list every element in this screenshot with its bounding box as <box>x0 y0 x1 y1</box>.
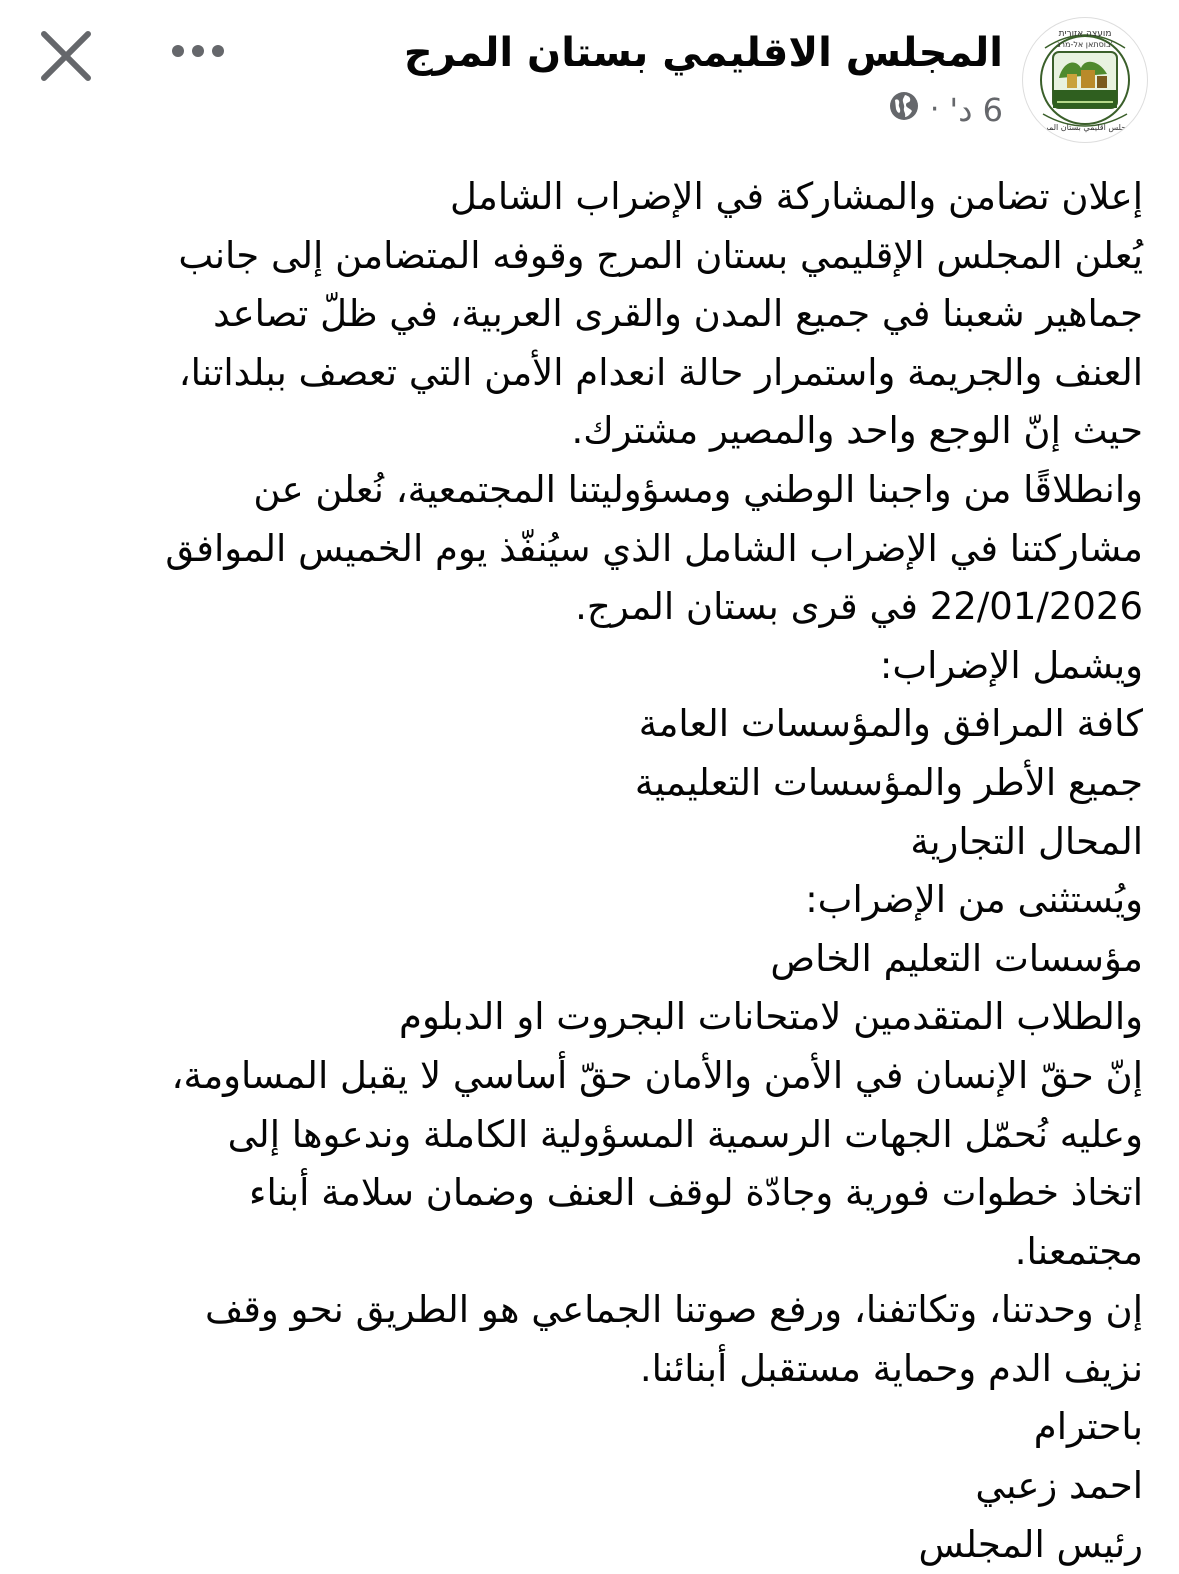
post-line: 22/01/2026 في قرى بستان المرج. <box>575 585 1143 629</box>
post-line: اتخاذ خطوات فورية وجادّة لوقف العنف وضمان سلامة أبناء <box>249 1171 1143 1215</box>
more-dots-icon <box>170 43 226 59</box>
post-line: نزيف الدم وحماية مستقبل أبنائنا. <box>639 1346 1143 1390</box>
avatar-sub-text: בוסתאן אל-מרג' <box>1057 40 1113 49</box>
post-line: ويشمل الإضراب: <box>879 643 1143 687</box>
avatar-top-text: מועצה אזורית <box>1058 29 1112 39</box>
meta-separator: · <box>929 92 940 127</box>
post-line: جماهير شعبنا في جميع المدن والقرى العربية، في ظلّ تصاعد <box>213 292 1143 336</box>
post-line: رئيس المجلس <box>918 1522 1143 1566</box>
post-line: ويُستثنى من الإضراب: <box>805 878 1143 922</box>
post-line: جميع الأطر والمؤسسات التعليمية <box>634 760 1143 804</box>
avatar-bottom-text: مجلس اقليمي بستان المرج <box>1039 123 1131 132</box>
post-line: كافة المرافق والمؤسسات العامة <box>638 702 1143 746</box>
page-avatar[interactable] <box>1022 17 1148 143</box>
post-line: إعلان تضامن والمشاركة في الإضراب الشامل <box>450 175 1143 218</box>
close-button[interactable] <box>34 24 98 88</box>
globe-icon <box>888 90 920 122</box>
close-icon <box>34 24 98 88</box>
post-line: العنف والجريمة واستمرار حالة انعدام الأمن التي تعصف ببلداتنا، <box>178 350 1143 394</box>
post-line: احمد زعبي <box>975 1464 1143 1508</box>
post-line: يُعلن المجلس الإقليمي بستان المرج وقوفه المتضامن إلى جانب <box>178 233 1143 277</box>
post-timestamp[interactable]: 6 د' <box>949 91 1003 129</box>
post-line: وانطلاقًا من واجبنا الوطني ومسؤوليتنا المجتمعية، نُعلن عن <box>253 467 1143 511</box>
post-line: إن وحدتنا، وتكاتفنا، ورفع صوتنا الجماعي هو الطريق نحو وقف <box>204 1288 1143 1332</box>
post-line: المحال التجارية <box>910 819 1143 863</box>
post-line: والطلاب المتقدمين لامتحانات البجروت او الدبلوم <box>399 995 1143 1039</box>
council-logo-icon <box>1023 18 1147 142</box>
post-text <box>33 168 1143 1574</box>
privacy-globe[interactable] <box>888 90 920 130</box>
post-line: باحترام <box>1033 1405 1143 1449</box>
post-line: إنّ حقّ الإنسان في الأمن والأمان حقّ أساسي لا يقبل المساومة، <box>171 1053 1143 1097</box>
post-line: حيث إنّ الوجع واحد والمصير مشترك. <box>571 409 1143 453</box>
page-name-link[interactable]: المجلس الاقليمي بستان المرج <box>403 30 1003 76</box>
post-line: مؤسسات التعليم الخاص <box>770 936 1143 980</box>
post-line: مشاركتنا في الإضراب الشامل الذي سيُنفّذ يوم الخميس الموافق <box>165 526 1143 570</box>
post-meta <box>888 88 1003 132</box>
post-header <box>0 0 1179 160</box>
post-line: مجتمعنا. <box>1014 1229 1143 1273</box>
post-line: وعليه نُحمّل الجهات الرسمية المسؤولية الكاملة وندعوها إلى <box>227 1112 1143 1156</box>
more-options-button[interactable] <box>160 26 236 76</box>
